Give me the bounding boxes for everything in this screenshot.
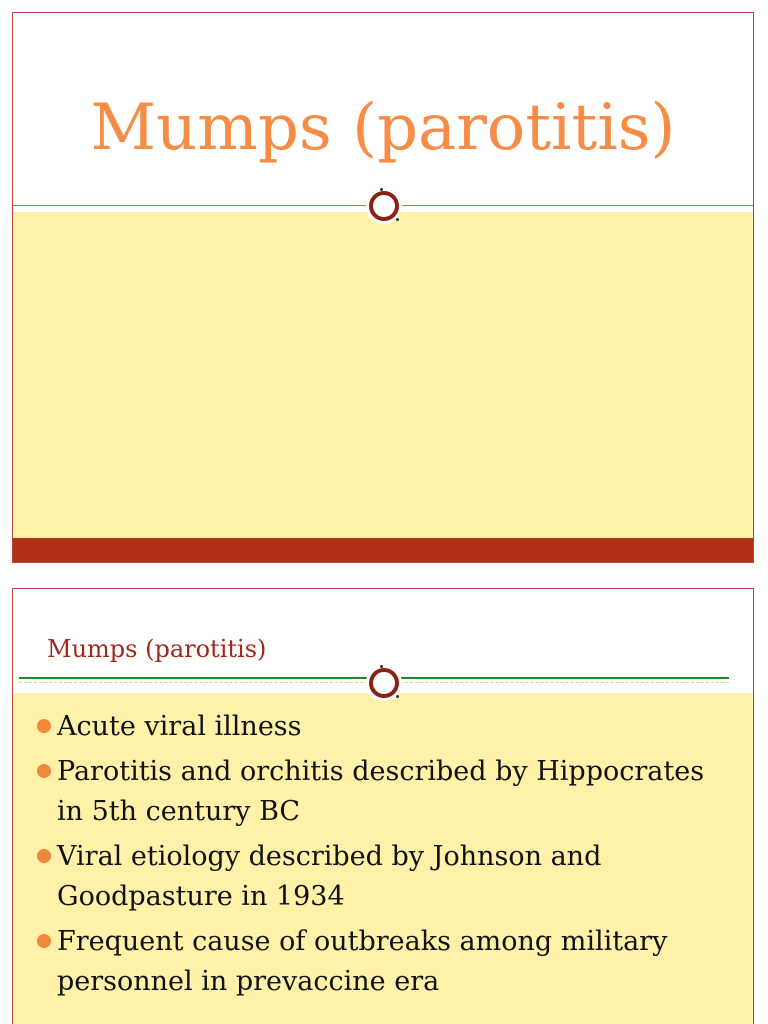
content-slide (12, 588, 754, 1024)
circle-ornament-icon (366, 188, 402, 224)
bottom-accent-band (13, 538, 753, 563)
bullet-list (35, 707, 735, 1007)
ring-shape (369, 668, 399, 698)
title-slide (12, 12, 754, 563)
ring-shape (369, 191, 399, 221)
ornament-dot (380, 665, 383, 668)
bullet-item (35, 752, 735, 832)
ornament-dot (380, 188, 383, 191)
bullet-item (35, 707, 735, 747)
bullet-text: Viral etiology described by Johnson and Goodpasture in 1934 (57, 841, 602, 912)
bullet-dot-icon (37, 934, 51, 948)
slide-body-area (13, 212, 753, 538)
bullet-item (35, 922, 735, 1002)
ornament-dot (396, 695, 399, 698)
slide-title: Mumps (parotitis) (90, 91, 676, 165)
bullet-item (35, 837, 735, 917)
bullet-text: Frequent cause of outbreaks among military personnel in prevaccine era (57, 926, 668, 997)
ornament-dot (396, 218, 399, 221)
bullet-dot-icon (37, 719, 51, 733)
bullet-text: Parotitis and orchitis described by Hippocrates in 5th century BC (57, 756, 705, 827)
bullet-dot-icon (37, 764, 51, 778)
circle-ornament-icon (366, 665, 402, 701)
bullet-dot-icon (37, 849, 51, 863)
slide-heading: Mumps (parotitis) (47, 635, 267, 663)
bullet-text: Acute viral illness (57, 711, 302, 742)
